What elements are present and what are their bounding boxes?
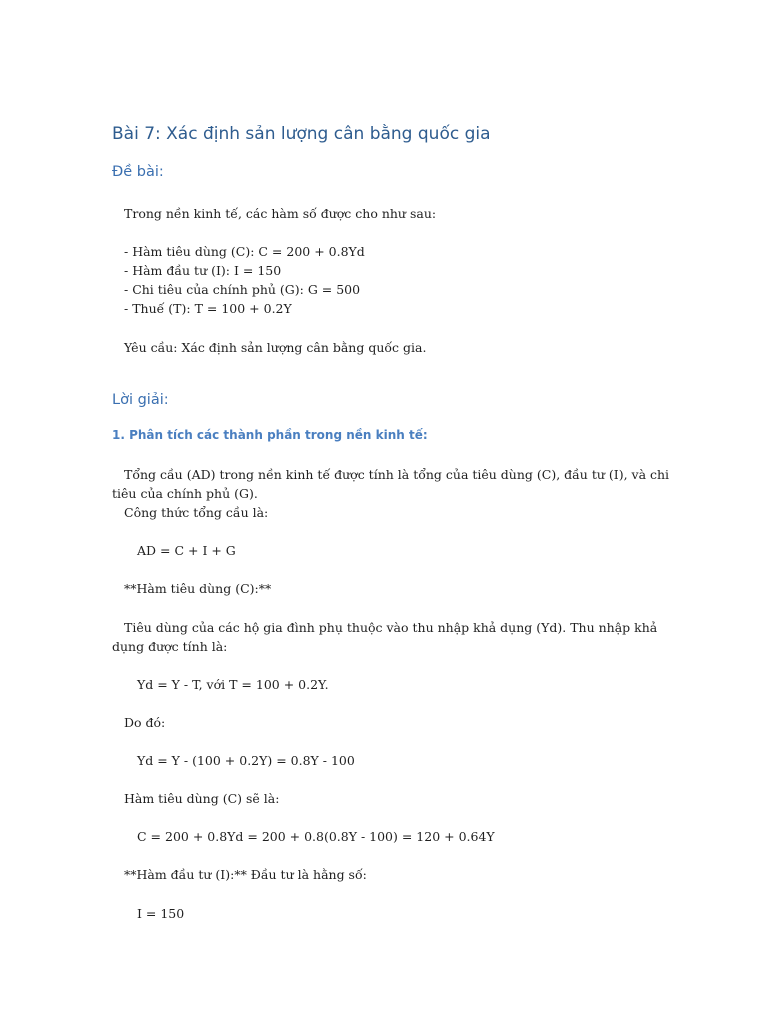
ad-formula-label: Công thức tổng cầu là: bbox=[124, 505, 269, 520]
problem-heading: Đề bài: bbox=[112, 164, 164, 180]
consumption-function-label: Hàm tiêu dùng (C) sẽ là: bbox=[124, 791, 280, 806]
consumption-heading: **Hàm tiêu dùng (C):** bbox=[124, 581, 272, 596]
consumption-function-formula: C = 200 + 0.8Yd = 200 + 0.8(0.8Y - 100) = 120 + 0.64Y bbox=[137, 829, 495, 844]
function-government: - Chi tiêu của chính phủ (G): G = 500 bbox=[124, 282, 361, 297]
ad-paragraph-line1: Tổng cầu (AD) trong nền kinh tế được tính là tổng của tiêu dùng (C), đầu tư (I), và chi bbox=[124, 467, 670, 482]
consumption-paragraph-line1: Tiêu dùng của các hộ gia đình phụ thuộc vào thu nhập khả dụng (Yd). Thu nhập khả bbox=[124, 620, 658, 635]
requirement-text: Yêu cầu: Xác định sản lượng cân bằng quốc gia. bbox=[124, 340, 427, 355]
ad-paragraph-line2: tiêu của chính phủ (G). bbox=[112, 486, 258, 501]
yd-expanded-formula: Yd = Y - (100 + 0.2Y) = 0.8Y - 100 bbox=[137, 753, 355, 768]
intro-text: Trong nền kinh tế, các hàm số được cho như sau: bbox=[124, 206, 437, 221]
investment-formula: I = 150 bbox=[137, 906, 185, 921]
function-investment: - Hàm đầu tư (I): I = 150 bbox=[124, 263, 282, 278]
yd-formula: Yd = Y - T, với T = 100 + 0.2Y. bbox=[137, 677, 329, 692]
document-title: Bài 7: Xác định sản lượng cân bằng quốc gia bbox=[112, 124, 491, 144]
investment-line: **Hàm đầu tư (I):** Đầu tư là hằng số: bbox=[124, 867, 367, 882]
section1-heading: 1. Phân tích các thành phần trong nền kinh tế: bbox=[112, 428, 428, 442]
function-tax: - Thuế (T): T = 100 + 0.2Y bbox=[124, 301, 292, 316]
function-consumption: - Hàm tiêu dùng (C): C = 200 + 0.8Yd bbox=[124, 244, 365, 259]
therefore-text: Do đó: bbox=[124, 715, 166, 730]
consumption-paragraph-line2: dụng được tính là: bbox=[112, 639, 228, 654]
solution-heading: Lời giải: bbox=[112, 392, 169, 408]
ad-formula: AD = C + I + G bbox=[137, 543, 236, 558]
